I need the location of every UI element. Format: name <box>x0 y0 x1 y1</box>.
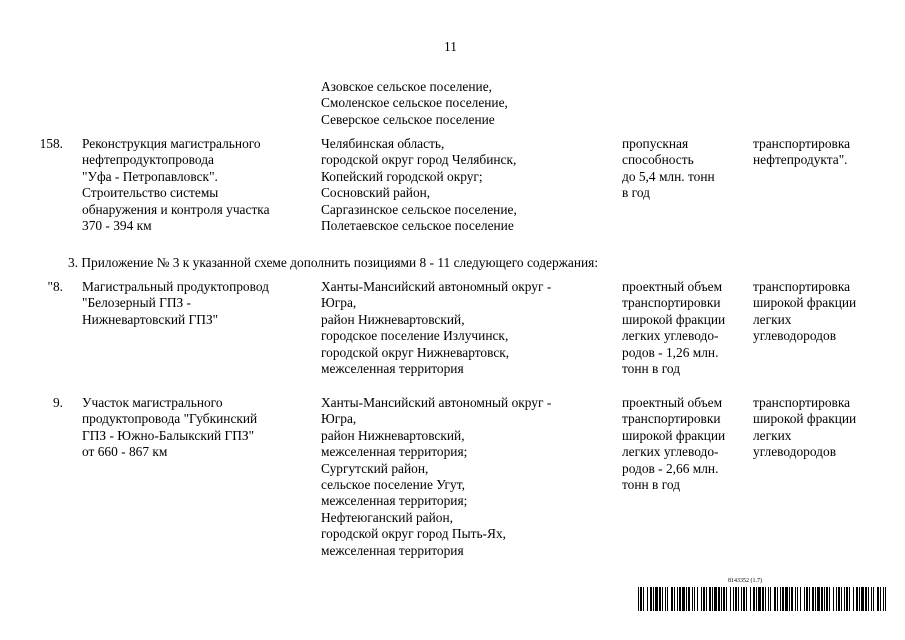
location-line: сельское поселение Угут, <box>321 477 465 493</box>
location-line: межселенная территория; <box>321 493 468 509</box>
location-line: Полетаевское сельское поселение <box>321 218 514 234</box>
purpose-line: транспортировка <box>753 395 851 410</box>
name-line: Магистральный продуктопровод <box>82 279 269 294</box>
capacity-line: родов - 2,66 млн. <box>622 460 719 476</box>
object-name-cell <box>82 395 257 461</box>
capacity-cell <box>622 279 725 377</box>
purpose-cell <box>753 136 850 169</box>
purpose-line: легких <box>753 311 792 327</box>
capacity-line: родов - 1,26 млн. <box>622 344 719 360</box>
name-line: Строительство системы <box>82 185 219 201</box>
capacity-line: в год <box>622 185 650 201</box>
capacity-line: проектный объем <box>622 279 723 294</box>
capacity-line: транспортировки <box>622 411 721 427</box>
location-line: Азовское сельское поселение, <box>321 79 492 94</box>
location-line: Саргазинское сельское поселение, <box>321 201 517 217</box>
capacity-line: тонн в год <box>622 477 681 493</box>
location-line: Сосновский район, <box>321 185 431 201</box>
name-line: обнаружения и контроля участка <box>82 201 270 217</box>
location-line: Югра, <box>321 295 357 311</box>
row-number: "8. <box>47 279 63 294</box>
name-line: продуктопровода "Губкинский <box>82 411 258 427</box>
name-line: от 660 - 867 км <box>82 444 168 460</box>
location-cell <box>321 136 517 234</box>
capacity-line: легких углеводо- <box>622 444 719 460</box>
name-line: "Белозерный ГПЗ - <box>82 295 192 311</box>
row-number: 9. <box>52 395 63 410</box>
purpose-line: углеводородов <box>753 444 837 460</box>
location-line: Копейский городской округ; <box>321 168 483 184</box>
barcode-label: 8143352 (1.7) <box>728 578 762 584</box>
location-line: городской округ Нижневартовск, <box>321 344 510 360</box>
location-line: городское поселение Излучинск, <box>321 328 509 344</box>
purpose-line: широкой фракции <box>753 295 857 311</box>
purpose-line: углеводородов <box>753 328 837 344</box>
name-line: 370 - 394 км <box>82 218 152 234</box>
capacity-line: тонн в год <box>622 361 681 377</box>
location-line: Челябинская область, <box>321 136 445 151</box>
capacity-line: легких углеводо- <box>622 328 719 344</box>
name-line: ГПЗ - Южно-Балыкский ГПЗ" <box>82 427 255 443</box>
name-line: Реконструкция магистрального <box>82 136 261 151</box>
location-line: Северское сельское поселение <box>321 111 495 127</box>
barcode <box>638 587 886 611</box>
location-cell <box>321 395 551 559</box>
object-name-cell <box>82 136 270 234</box>
continuation-location-cell <box>321 79 508 128</box>
capacity-line: способность <box>622 152 694 168</box>
capacity-line: проектный объем <box>622 395 723 410</box>
location-line: межселенная территория <box>321 542 464 558</box>
purpose-cell <box>753 279 856 345</box>
capacity-line: пропускная <box>622 136 689 151</box>
location-line: межселенная территория <box>321 361 464 377</box>
location-line: межселенная территория; <box>321 444 468 460</box>
location-line: район Нижневартовский, <box>321 427 465 443</box>
location-line: Сургутский район, <box>321 460 429 476</box>
purpose-line: легких <box>753 427 792 443</box>
purpose-cell <box>753 395 856 461</box>
location-line: район Нижневартовский, <box>321 311 465 327</box>
capacity-line: широкой фракции <box>622 427 726 443</box>
location-line: Ханты-Мансийский автономный округ - <box>321 279 552 294</box>
capacity-cell <box>622 395 725 493</box>
object-name-cell <box>82 279 269 328</box>
purpose-line: транспортировка <box>753 136 851 151</box>
location-cell <box>321 279 551 377</box>
capacity-line: широкой фракции <box>622 311 726 327</box>
name-line: нефтепродуктопровода <box>82 152 214 168</box>
capacity-cell <box>622 136 715 202</box>
purpose-line: нефтепродукта". <box>753 152 848 168</box>
location-line: Ханты-Мансийский автономный округ - <box>321 395 552 410</box>
purpose-line: транспортировка <box>753 279 851 294</box>
capacity-line: транспортировки <box>622 295 721 311</box>
location-line: Смоленское сельское поселение, <box>321 95 508 111</box>
capacity-line: до 5,4 млн. тонн <box>622 168 715 184</box>
purpose-line: широкой фракции <box>753 411 857 427</box>
location-line: Югра, <box>321 411 357 427</box>
name-line: Нижневартовский ГПЗ" <box>82 311 219 327</box>
location-line: городской округ город Пыть-Ях, <box>321 526 506 542</box>
page-number: 11 <box>444 39 457 54</box>
name-line: "Уфа - Петропавловск". <box>82 168 218 184</box>
instruction-paragraph: 3. Приложение № 3 к указанной схеме дополнить позициями 8 - 11 следующего содержания: <box>68 255 599 270</box>
location-line: Нефтеюганский район, <box>321 509 453 525</box>
row-number: 158. <box>39 136 63 151</box>
name-line: Участок магистрального <box>82 395 223 410</box>
location-line: городской округ город Челябинск, <box>321 152 517 168</box>
